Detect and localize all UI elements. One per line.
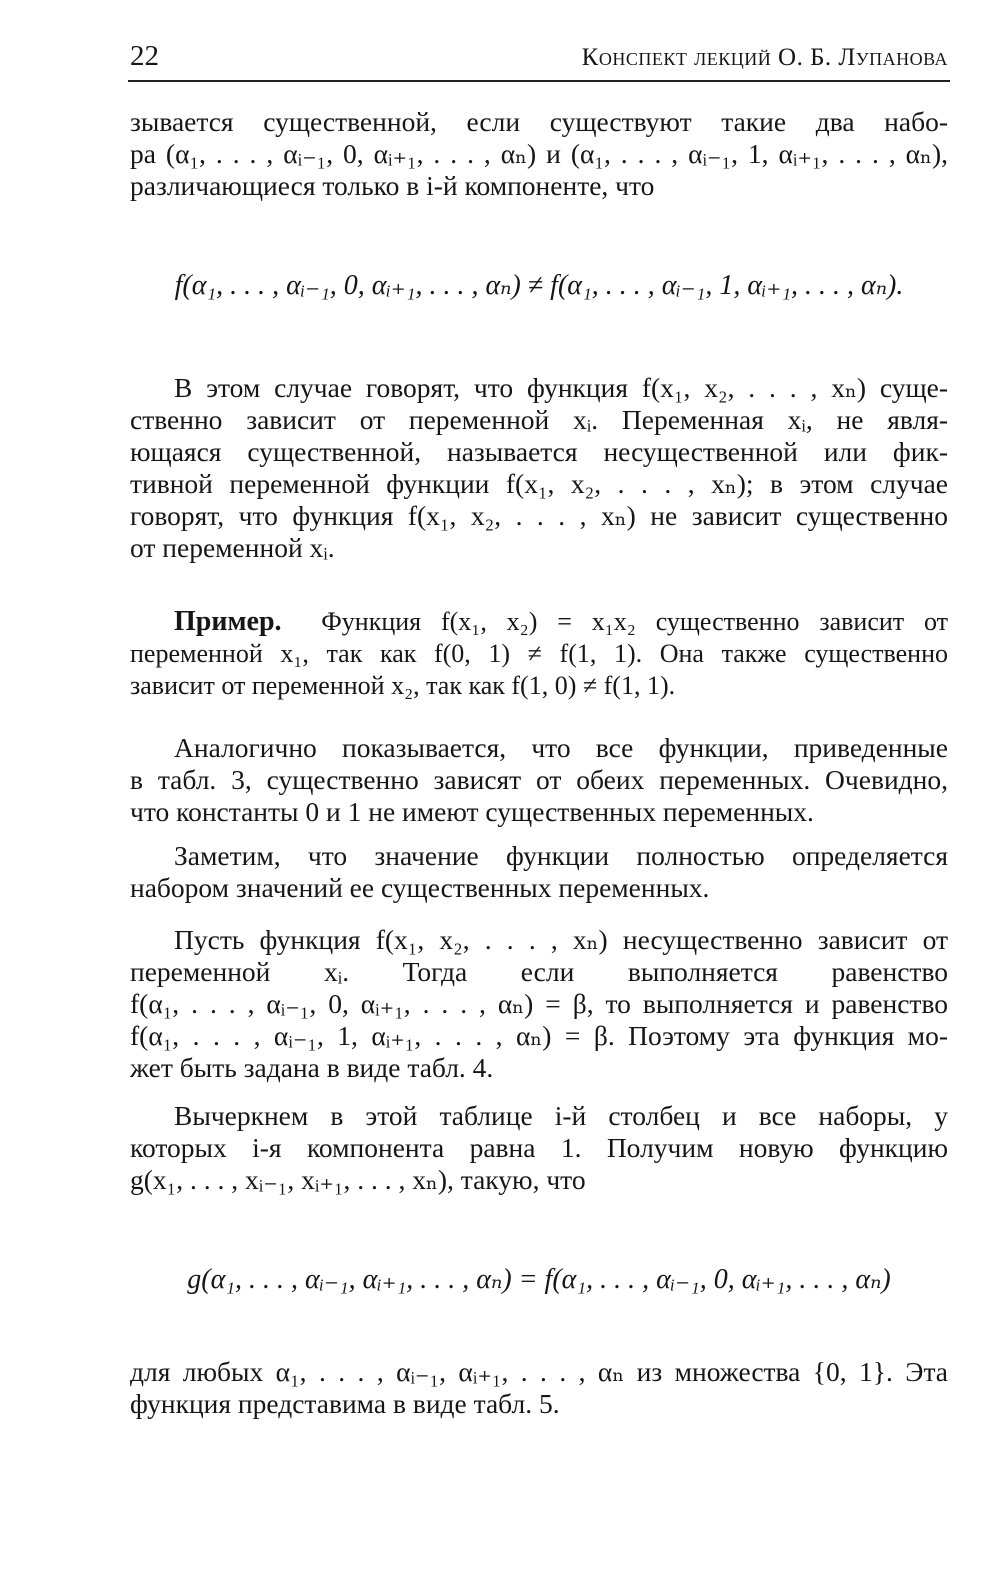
display-formula-g-definition: g(α₁, . . . , αᵢ₋₁, αᵢ₊₁, . . . , αₙ) = f(α₁, . . . , αᵢ₋₁, 0, αᵢ₊₁, . . . , αₙ) [187, 1264, 891, 1295]
text-line: говорят, что функция f(x₁, x₂, . . . , xₙ) не зависит существенно [130, 500, 948, 531]
text-line: f(α₁, . . . , αᵢ₋₁, 0, αᵢ₊₁, . . . , αₙ) = β, то выполняется и равенство [130, 988, 948, 1019]
paragraph-dependence [130, 372, 948, 564]
paragraph-analogy [130, 732, 948, 828]
text-line: Пусть функция f(x₁, x₂, . . . , xₙ) несущественно зависит от [174, 924, 948, 955]
text-line: Вычеркнем в этой таблице i-й столбец и все наборы, у [174, 1100, 948, 1131]
paragraph-strike-column [130, 1100, 948, 1196]
text-line: Функция f(x₁, x₂) = x₁x₂ существенно зависит от [321, 607, 949, 636]
text-line: тивной переменной функции f(x₁, x₂, . . . , xₙ); в этом случае [130, 468, 948, 499]
text-line: зывается существенной, если существуют такие два набо- [130, 106, 948, 137]
page-number: 22 [130, 40, 159, 72]
text-line: ра (α₁, . . . , αᵢ₋₁, 0, αᵢ₊₁, . . . , αₙ) и (α₁, . . . , αᵢ₋₁, 1, αᵢ₊₁, . . . , αₙ), [130, 138, 948, 169]
paragraph-note [130, 840, 948, 904]
text-line: от переменной xᵢ. [130, 532, 335, 563]
paragraph-conclusion [130, 1356, 948, 1420]
text-line: переменной x₁, так как f(0, 1) ≠ f(1, 1). Она также существенно [130, 639, 948, 668]
text-line: зависит от переменной x₂, так как f(1, 0) ≠ f(1, 1). [130, 671, 676, 700]
text-line: ственно зависит от переменной xᵢ. Переменная xᵢ, не явля- [130, 404, 948, 435]
text-line: В этом случае говорят, что функция f(x₁, x₂, . . . , xₙ) суще- [174, 372, 948, 403]
text-line: набором значений ее существенных переменных. [130, 872, 710, 903]
text-line: g(x₁, . . . , xᵢ₋₁, xᵢ₊₁, . . . , xₙ), такую, что [130, 1164, 586, 1195]
display-formula-inequality: f(α₁, . . . , αᵢ₋₁, 0, αᵢ₊₁, . . . , αₙ) ≠ f(α₁, . . . , αᵢ₋₁, 1, αᵢ₊₁, . . . , αₙ). [174, 270, 904, 301]
example-block [130, 606, 948, 702]
text-line: жет быть задана в виде табл. 4. [130, 1052, 494, 1083]
running-title: Конспект лекций О. Б. Лупанова [581, 44, 948, 71]
text-line: переменной xᵢ. Тогда если выполняется равенство [130, 956, 948, 987]
text-line: функция представима в виде табл. 5. [130, 1388, 560, 1419]
paragraph-essential-definition [130, 106, 948, 202]
text-line: что константы 0 и 1 не имеют существенных переменных. [130, 796, 814, 827]
paragraph-inessential [130, 924, 948, 1084]
text-line: ющаяся существенной, называется несущественной или фик- [130, 436, 948, 467]
example-label: Пример. [174, 606, 282, 637]
text-line: Заметим, что значение функции полностью определяется [174, 840, 948, 871]
text-line: которых i-я компонента равна 1. Получим новую функцию [130, 1132, 948, 1163]
text-line: различающиеся только в i-й компоненте, что [130, 170, 655, 201]
text-line: f(α₁, . . . , αᵢ₋₁, 1, αᵢ₊₁, . . . , αₙ) = β. Поэтому эта функция мо- [130, 1020, 948, 1051]
text-line: Аналогично показывается, что все функции, приведенные [174, 732, 948, 763]
text-line: для любых α₁, . . . , αᵢ₋₁, αᵢ₊₁, . . . , αₙ из множества {0, 1}. Эта [130, 1356, 948, 1387]
text-line: в табл. 3, существенно зависят от обеих переменных. Очевидно, [130, 764, 948, 795]
header-rule [128, 80, 950, 82]
